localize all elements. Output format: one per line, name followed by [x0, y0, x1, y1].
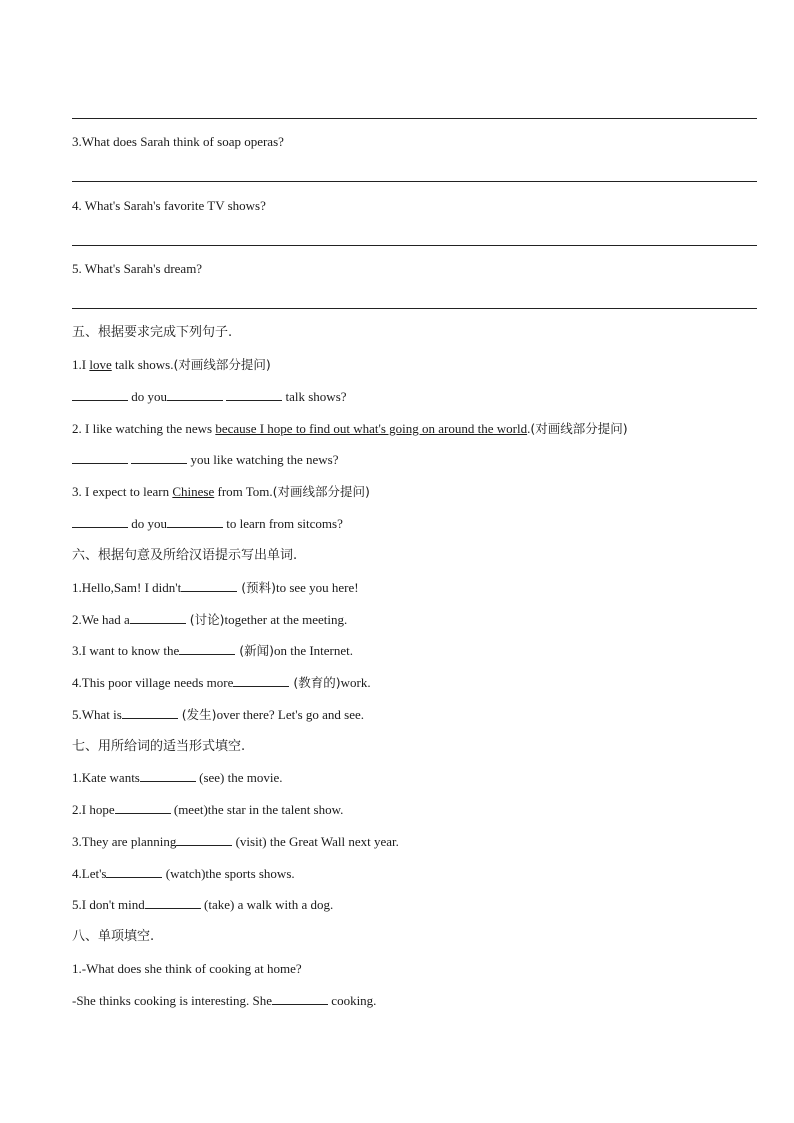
s7-item-text: (meet)the star in the talent show.	[170, 802, 344, 817]
s7-item-4	[72, 866, 295, 882]
s6-hint: (讨论)	[185, 612, 225, 627]
question-3: 3.What does Sarah think of soap operas?	[72, 134, 284, 149]
blank[interactable]	[122, 707, 178, 719]
s6-item-text: over there? Let's go and see.	[216, 707, 365, 722]
s6-item-text: 4.This poor village needs more	[72, 675, 234, 690]
s5-a1-mid: do you	[128, 389, 167, 404]
s6-item-2	[72, 612, 347, 628]
s5-a3-mid: do you	[128, 516, 167, 531]
question-5: 5. What's Sarah's dream?	[72, 261, 203, 276]
answer-line	[72, 118, 757, 119]
section-8-heading: 八、单项填空.	[72, 929, 155, 944]
question-4: 4. What's Sarah's favorite TV shows?	[72, 198, 266, 213]
blank[interactable]	[131, 452, 187, 464]
s5-a2-end: you like watching the news?	[187, 452, 339, 467]
s6-hint: (发生)	[177, 707, 217, 722]
s5-question-2	[72, 421, 628, 437]
blank[interactable]	[167, 389, 223, 401]
s6-item-4	[72, 675, 371, 691]
s5-q2-note: (对画线部分提问)	[530, 421, 628, 436]
s5-q3-prefix: 3. I expect to learn	[72, 484, 173, 499]
s7-item-text: (take) a walk with a dog.	[200, 897, 334, 912]
s5-q1-underlined: love	[89, 357, 112, 372]
blank[interactable]	[179, 643, 235, 655]
s7-item-text: 4.Let's	[72, 866, 107, 881]
blank[interactable]	[181, 580, 237, 592]
s5-q3-underlined: Chinese	[172, 484, 215, 499]
blank[interactable]	[72, 516, 128, 528]
s7-item-text: (visit) the Great Wall next year.	[232, 834, 399, 849]
blank[interactable]	[226, 389, 282, 401]
s8-question-1-line-2	[72, 993, 376, 1009]
blank[interactable]	[167, 516, 223, 528]
s6-item-text: 2.We had a	[72, 612, 130, 627]
s7-item-text: 1.Kate wants	[72, 770, 140, 785]
blank[interactable]	[106, 866, 162, 878]
s6-item-text: 1.Hello,Sam! I didn't	[72, 580, 182, 595]
s5-q3-suffix: from Tom.	[214, 484, 273, 499]
s7-item-5	[72, 897, 333, 913]
s5-a1-end: talk shows?	[282, 389, 347, 404]
blank[interactable]	[233, 675, 289, 687]
answer-line	[72, 181, 757, 182]
s7-item-text: 5.I don't mind	[72, 897, 145, 912]
section-7-heading: 七、用所给词的适当形式填空.	[72, 739, 246, 754]
s6-item-text: 3.I want to know the	[72, 643, 180, 658]
s7-item-text: 2.I hope	[72, 802, 115, 817]
s5-question-3	[72, 484, 370, 500]
answer-line	[72, 245, 757, 246]
blank[interactable]	[72, 452, 128, 464]
s8-q1-text: -She thinks cooking is interesting. She	[72, 993, 273, 1008]
s6-item-5	[72, 707, 364, 723]
s5-answer-3	[72, 516, 343, 532]
s6-item-text: together at the meeting.	[224, 612, 348, 627]
s6-item-3	[72, 643, 353, 659]
s7-item-3	[72, 834, 399, 850]
section-6-heading: 六、根据句意及所给汉语提示写出单词.	[72, 548, 298, 563]
s5-q2-underlined: because I hope to find out what's going on around the world	[215, 421, 528, 436]
s5-q2-prefix: 2. I like watching the news	[72, 421, 216, 436]
s6-hint: (教育的)	[289, 675, 341, 690]
s7-item-2	[72, 802, 343, 818]
blank[interactable]	[72, 389, 128, 401]
s5-answer-1	[72, 389, 347, 405]
answer-line	[72, 308, 757, 309]
s6-hint: (新闻)	[235, 643, 274, 658]
s6-item-1	[72, 580, 359, 596]
s5-q1-suffix: talk shows.	[111, 357, 174, 372]
s7-item-text: (watch)the sports shows.	[162, 866, 295, 881]
s6-item-text: to see you here!	[275, 580, 359, 595]
s6-item-text: work.	[340, 675, 371, 690]
blank[interactable]	[272, 993, 328, 1005]
s6-item-text: on the Internet.	[273, 643, 354, 658]
s8-question-1: 1.-What does she think of cooking at home?	[72, 961, 302, 976]
s5-answer-2	[72, 452, 339, 468]
s7-item-1	[72, 770, 283, 786]
blank[interactable]	[130, 612, 186, 624]
blank[interactable]	[145, 897, 201, 909]
s5-question-1	[72, 357, 271, 373]
section-5-heading: 五、根据要求完成下列句子.	[72, 325, 233, 340]
blank[interactable]	[176, 834, 232, 846]
blank[interactable]	[140, 770, 196, 782]
s5-q1-note: (对画线部分提问)	[173, 357, 271, 372]
s5-q2-suffix: .	[527, 421, 531, 436]
s6-item-text: 5.What is	[72, 707, 122, 722]
s8-q1-text: cooking.	[328, 993, 377, 1008]
s6-hint: (预料)	[237, 580, 276, 595]
blank[interactable]	[115, 802, 171, 814]
s7-item-text: 3.They are planning	[72, 834, 177, 849]
s5-q1-prefix: 1.I	[72, 357, 90, 372]
s7-item-text: (see) the movie.	[195, 770, 283, 785]
s5-q3-note: (对画线部分提问)	[272, 484, 370, 499]
s5-a3-end: to learn from sitcoms?	[223, 516, 343, 531]
